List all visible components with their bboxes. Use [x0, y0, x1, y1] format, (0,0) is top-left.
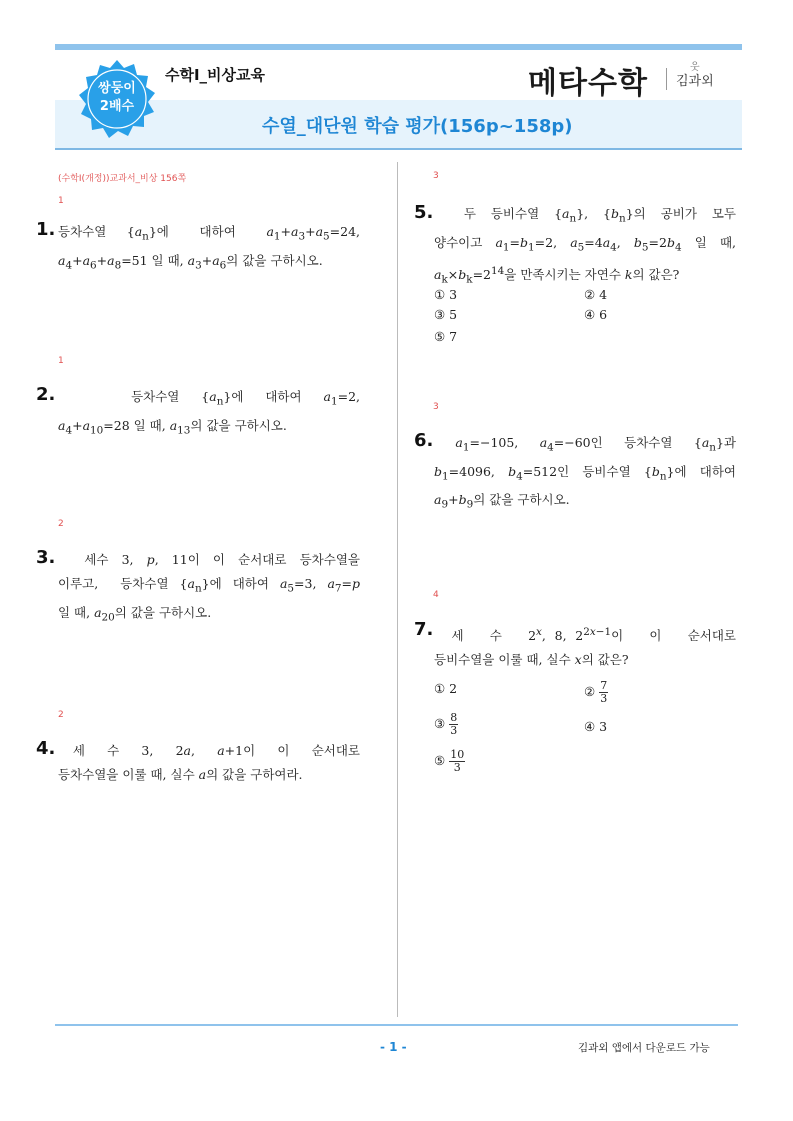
- subject-label: 수학Ⅰ_비상교육: [165, 66, 266, 84]
- question-text: 두 등비수열 $\{a_n\}$, $\{b_n\}$의 공비가 모두 양수이고 $a_1=b_1=2$, $a_5=4a_4$, $b_5=2b_4$ 일 때, $a_k\times b_k=2^{14}$을 만족시키는 자연수 k의 값은?: [434, 206, 736, 286]
- source-reference: (수학Ⅰ(개정))교과서_비상 156쪽: [58, 174, 187, 184]
- question-number: 4.: [36, 738, 56, 759]
- choice: ② 4: [584, 287, 608, 302]
- difficulty-level: 2: [58, 710, 64, 720]
- difficulty-level: 3: [433, 402, 439, 412]
- badge-label: [76, 80, 158, 116]
- difficulty-level: 4: [433, 590, 439, 600]
- choice-label: ②: [584, 684, 596, 699]
- choice: [434, 749, 465, 774]
- page-number: - 1 -: [380, 1040, 407, 1054]
- question-number: 1.: [36, 219, 56, 240]
- top-accent-bar: [55, 44, 742, 50]
- choice: ④ 6: [584, 307, 608, 322]
- choice: ① 2: [434, 681, 458, 696]
- question-text: 등차수열 $\{a_n\}$에 대하여 $a_1=2$, $a_4+a_{10}=28$ 일 때, $a_{13}$의 값을 구하시오.: [58, 389, 360, 436]
- question-text: 등차수열 $\{a_n\}$에 대하여 $a_1+a_3+a_5=24$, $a_4+a_6+a_8=51$ 일 때, $a_3+a_6$의 값을 구하시오.: [58, 224, 361, 271]
- question-number: 2.: [36, 384, 56, 405]
- question-number: 3.: [36, 547, 56, 568]
- logo-separator: [666, 68, 667, 90]
- difficulty-level: 1: [58, 356, 64, 366]
- brand-logo: 메타수학: [528, 66, 648, 101]
- person-icon: 웃: [690, 62, 700, 73]
- badge-line-1: 쌍둥이: [98, 81, 136, 96]
- choice: ④ 3: [584, 719, 608, 734]
- page-title: 수열_대단원 학습 평가(156p~158p): [262, 116, 573, 137]
- question-text: 세 수 3, 2a, a+1이 이 순서대로 등차수열을 이룰 때, 실수 a의 값을 구하여라.: [58, 743, 360, 782]
- brand-logo-secondary: 김과외: [676, 74, 714, 89]
- difficulty-level: 2: [58, 519, 64, 529]
- difficulty-level: 3: [433, 171, 439, 181]
- choice-label: ③: [434, 716, 446, 731]
- question-number: 5.: [414, 202, 434, 223]
- question-text: $a_1=-105$, $a_4=-60$인 등차수열 $\{a_n\}$과 $b_1=4096$, $b_4=512$인 등비수열 $\{b_n\}$에 대하여 $a_9+b_9$의 값을 구하시오.: [434, 435, 737, 511]
- choice: ③ 5: [434, 307, 458, 322]
- fraction: $\frac{8}{3}$: [450, 711, 458, 737]
- question-number: 6.: [414, 430, 434, 451]
- footer-rule: [55, 1024, 738, 1026]
- difficulty-level: 1: [58, 196, 64, 206]
- question-number: 7.: [414, 619, 434, 640]
- column-divider: [397, 162, 398, 1017]
- fraction: $\frac{10}{3}$: [450, 748, 465, 774]
- question-text: 세수 3, p, 11이 이 순서대로 등차수열을 이루고, 등차수열 $\{a_n\}$에 대하여 $a_5=3$, $a_7=p$ 일 때, $a_{20}$의 값을 구하시오.: [58, 552, 361, 623]
- fraction: $\frac{7}{3}$: [600, 679, 608, 705]
- choice: [584, 680, 608, 705]
- choice: [434, 712, 458, 737]
- footer-note: 김과외 앱에서 다운로드 가능: [578, 1042, 710, 1054]
- choice: ⑤ 7: [434, 329, 458, 344]
- question-text: 세 수 2$^x$, 8, $2^{2x-1}$이 이 순서대로 등비수열을 이룰 때, 실수 x의 값은?: [434, 626, 736, 668]
- choice-label: ⑤: [434, 753, 446, 768]
- badge-line-2: 2배수: [99, 99, 135, 114]
- choice: ① 3: [434, 287, 458, 302]
